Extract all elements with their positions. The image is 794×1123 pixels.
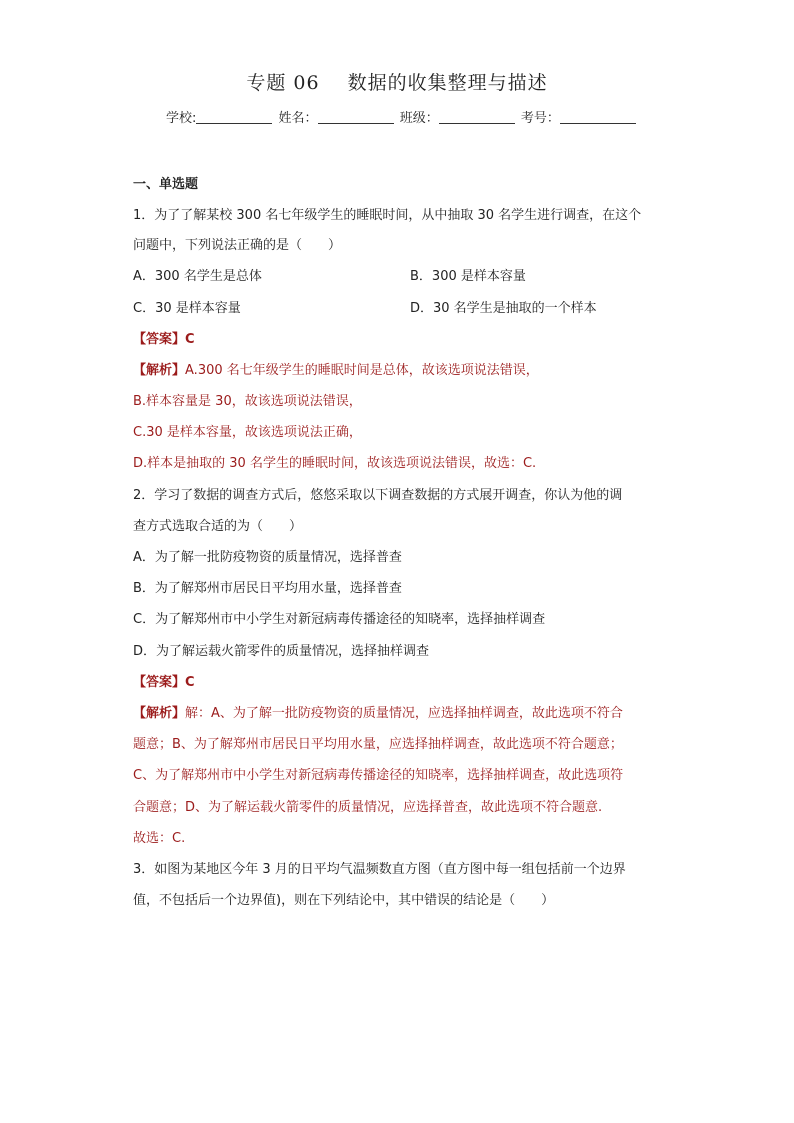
class-blank[interactable] (439, 110, 515, 124)
q2-stem-line2: 查方式选取合适的为（ ） (133, 519, 303, 534)
q1-option-a: A．300 名学生是总体 (133, 269, 262, 284)
q2-option-c: C．为了解郑州市中小学生对新冠病毒传播途径的知晓率，选择抽样调查 (133, 612, 546, 627)
q2-answer-tag: 【答案】 (133, 675, 186, 690)
title-main: 数据的收集整理与描述 (347, 72, 548, 94)
q1-stem-line2: 问题中，下列说法正确的是（ ） (133, 238, 342, 253)
q2-answer-value: C (185, 675, 195, 690)
exam-number-label: 考号： (520, 111, 560, 126)
name-label: 姓名： (278, 111, 318, 126)
school-label: 学校: (166, 111, 197, 126)
q2-answer (133, 671, 195, 690)
q1-answer (133, 328, 195, 347)
exam-number-blank[interactable] (560, 110, 636, 124)
q2-analysis-line4: 合题意；D、为了解运载火箭零件的质量情况，应选择普查，故此选项不符合题意. (133, 800, 603, 815)
q1-analysis-tag: 【解析】 (133, 363, 186, 378)
q2-analysis-line1 (133, 702, 623, 721)
title-prefix: 专题 (246, 72, 287, 94)
q2-analysis-line5: 故选：C. (133, 831, 186, 846)
q1-analysis-text: A.300 名七年级学生的睡眠时间是总体，故该选项说法错误， (185, 363, 539, 378)
q2-analysis-line2: 题意；B、为了解郑州市居民日平均用水量，应选择抽样调查，故此选项不符合题意； (133, 737, 623, 752)
q1-option-c: C．30 是样本容量 (133, 301, 241, 316)
page-title (0, 68, 794, 95)
q2-stem-line1: 2．学习了数据的调查方式后，悠悠采取以下调查数据的方式展开调查，你认为他的调 (133, 488, 623, 503)
section-heading: 一、单选题 (133, 177, 199, 192)
q2-analysis-tag: 【解析】 (133, 706, 186, 721)
q1-analysis-line3: C.30 是样本容量，故该选项说法正确， (133, 425, 362, 440)
student-info-row (166, 107, 638, 126)
q1-analysis-line2: B.样本容量是 30，故该选项说法错误， (133, 394, 362, 409)
q1-analysis-line4: D.样本是抽取的 30 名学生的睡眠时间，故该选项说法错误，故选：C. (133, 456, 537, 471)
q1-answer-tag: 【答案】 (133, 332, 186, 347)
name-blank[interactable] (318, 110, 394, 124)
q2-option-d: D．为了解运载火箭零件的质量情况，选择抽样调查 (133, 644, 430, 659)
q1-analysis-line1 (133, 359, 539, 378)
q2-option-b: B．为了解郑州市居民日平均用水量，选择普查 (133, 581, 402, 596)
q1-answer-value: C (185, 332, 195, 347)
q3-stem-line1: 3．如图为某地区今年 3 月的日平均气温频数直方图（直方图中每一组包括前一个边界 (133, 862, 626, 877)
q3-stem-line2: 值，不包括后一个边界值)，则在下列结论中，其中错误的结论是（ ） (133, 893, 555, 908)
q2-analysis-line3: C、为了解郑州市中小学生对新冠病毒传播途径的知晓率，选择抽样调查，故此选项符 (133, 768, 624, 783)
title-number: 06 (293, 72, 320, 94)
q1-option-d: D．30 名学生是抽取的一个样本 (410, 301, 597, 316)
class-label: 班级： (399, 111, 439, 126)
q2-option-a: A．为了解一批防疫物资的质量情况，选择普查 (133, 550, 402, 565)
school-blank[interactable] (196, 110, 272, 124)
q1-option-b: B．300 是样本容量 (410, 269, 526, 284)
q2-analysis-text: 解：A、为了解一批防疫物资的质量情况，应选择抽样调查，故此选项不符合 (185, 706, 623, 721)
q1-stem-line1: 1．为了了解某校 300 名七年级学生的睡眠时间，从中抽取 30 名学生进行调查，在这个 (133, 208, 642, 223)
